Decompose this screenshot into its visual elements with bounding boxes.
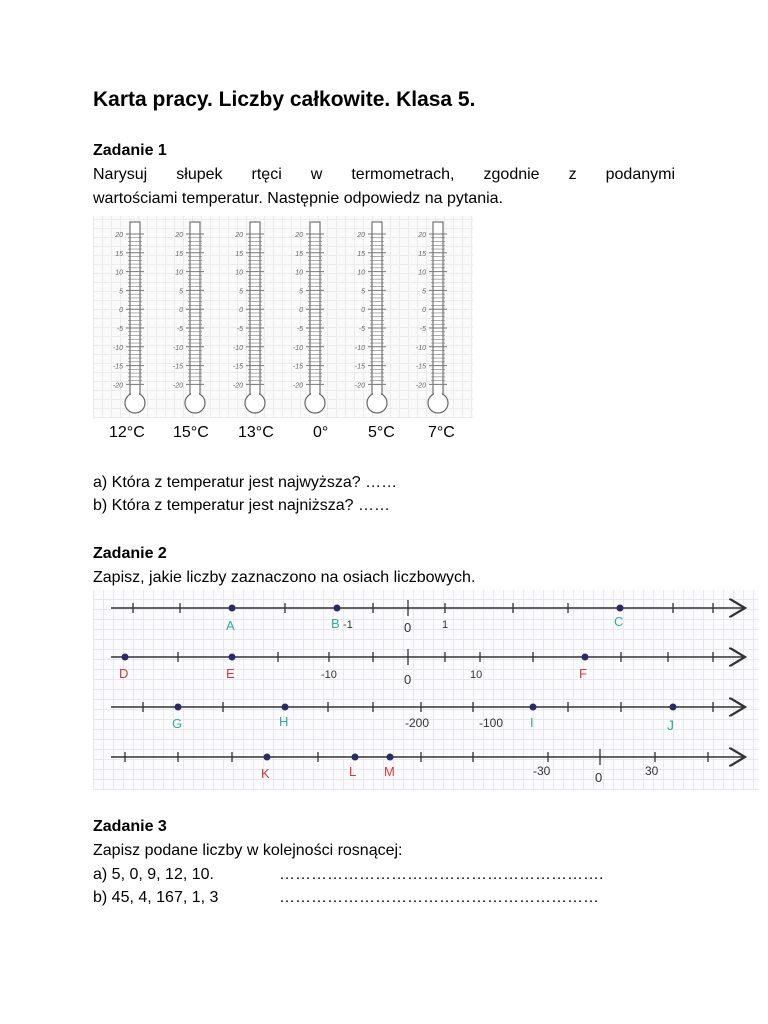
scale-label: -5	[236, 326, 243, 333]
page-title: Karta pracy. Liczby całkowite. Klasa 5.	[93, 88, 476, 111]
num-0-line4: 0	[595, 770, 603, 785]
scale-label: -10	[354, 344, 365, 352]
task2-heading: Zadanie 2	[93, 545, 167, 562]
point-f	[582, 654, 589, 661]
thermometers-drawing	[93, 216, 473, 418]
label-f: F	[579, 666, 587, 681]
thermometer-6	[416, 222, 448, 413]
temp-label-2: 15°C	[173, 424, 209, 441]
task1-line1: Narysuj słupek rtęci w termometrach, zgodnie z podanymi	[93, 166, 675, 183]
scale-label: -20	[232, 382, 243, 390]
scale-label: 15	[175, 250, 183, 258]
scale-label: -15	[354, 363, 365, 371]
scale-label: 0	[119, 307, 123, 315]
number-lines-image	[93, 590, 758, 790]
label-l: L	[349, 764, 357, 779]
thermometer-1	[113, 222, 145, 413]
scale-label: -15	[415, 363, 426, 371]
point-j	[670, 704, 677, 711]
scale-label: -20	[292, 382, 303, 390]
task3-a-answer-line[interactable]: …………………………………………………….	[279, 866, 604, 883]
point-g	[175, 704, 182, 711]
number-line-1	[111, 600, 745, 635]
point-a	[229, 605, 236, 612]
task3-a-label: a) 5, 0, 9, 12, 10.	[93, 866, 214, 883]
scale-label: 0	[361, 307, 365, 315]
scale-label: 20	[295, 232, 303, 239]
num-0-line2: 0	[404, 672, 412, 687]
scale-label: -10	[292, 344, 303, 352]
num-minus-200: -200	[405, 716, 430, 730]
scale-label: -20	[415, 382, 426, 390]
scale-label: -10	[172, 344, 183, 352]
number-line-2	[111, 649, 745, 687]
num-30: 30	[645, 764, 659, 778]
label-c: C	[614, 614, 624, 629]
scale-label: -5	[176, 326, 183, 333]
scale-label: 15	[418, 250, 426, 258]
scale-label: 20	[235, 232, 243, 239]
label-a: A	[226, 618, 235, 633]
label-j: J	[667, 717, 674, 733]
scale-label: 5	[299, 288, 303, 296]
question-b: b) Która z temperatur jest najniższa? ……	[93, 497, 391, 514]
label-d: D	[119, 666, 129, 681]
scale-label: 10	[418, 269, 426, 277]
temp-label-1: 12°C	[109, 424, 145, 441]
scale-label: 10	[175, 269, 183, 277]
label-e: E	[226, 666, 235, 681]
number-lines-drawing	[93, 590, 758, 790]
label-k: K	[261, 766, 270, 781]
temp-label-4: 0°	[313, 424, 329, 441]
point-l	[352, 754, 359, 761]
label-i: I	[530, 715, 534, 730]
point-i	[530, 704, 537, 711]
thermometer-3	[233, 222, 265, 413]
task3-b-label: b) 45, 4, 167, 1, 3	[93, 889, 219, 906]
scale-label: 10	[235, 269, 243, 277]
scale-label: 0	[299, 307, 303, 315]
temp-label-5: 5°C	[368, 424, 395, 441]
point-c	[617, 605, 624, 612]
scale-label: 5	[239, 288, 243, 296]
scale-label: 15	[357, 250, 365, 258]
scale-label: -5	[419, 326, 426, 333]
scale-label: -15	[112, 363, 123, 371]
scale-label: 5	[119, 288, 123, 296]
thermometer-5	[355, 222, 387, 413]
scale-label: 10	[115, 269, 123, 277]
label-h: H	[279, 714, 289, 729]
scale-label: 0	[179, 307, 183, 315]
point-b	[334, 605, 341, 612]
scale-label: -20	[172, 382, 183, 390]
scale-label: -10	[415, 344, 426, 352]
task3-b-answer-line[interactable]: ……………………………………………………	[279, 889, 599, 906]
point-h	[282, 704, 289, 711]
point-d	[122, 654, 129, 661]
scale-label: 20	[175, 232, 183, 239]
scale-label: 15	[115, 250, 123, 258]
scale-label: 20	[357, 232, 365, 239]
point-m	[387, 754, 394, 761]
scale-label: -15	[172, 363, 183, 371]
thermometer-2	[173, 222, 205, 413]
task1-heading: Zadanie 1	[93, 142, 167, 159]
question-a: a) Która z temperatur jest najwyższa? ……	[93, 474, 398, 491]
scale-label: 0	[239, 307, 243, 315]
task3-text: Zapisz podane liczby w kolejności rosnącej:	[93, 842, 403, 859]
task3-heading: Zadanie 3	[93, 818, 167, 835]
scale-label: 5	[361, 288, 365, 296]
scale-label: 0	[422, 307, 426, 315]
thermometers-image	[93, 216, 473, 418]
scale-label: -20	[354, 382, 365, 390]
num-minus-1: -1	[343, 619, 353, 631]
scale-label: -20	[112, 382, 123, 390]
num-0-line1: 0	[404, 620, 412, 635]
number-line-4	[111, 749, 745, 785]
scale-label: 5	[179, 288, 183, 296]
scale-label: -10	[112, 344, 123, 352]
scale-label: 5	[422, 288, 426, 296]
num-minus-30: -30	[533, 764, 551, 778]
scale-label: -15	[232, 363, 243, 371]
temp-label-3: 13°C	[238, 424, 274, 441]
num-minus-100: -100	[479, 716, 504, 730]
scale-label: 15	[235, 250, 243, 258]
label-b: B	[331, 616, 340, 631]
scale-label: -5	[296, 326, 303, 333]
label-m: M	[384, 764, 395, 779]
thermometer-4	[293, 222, 325, 413]
num-minus-10: -10	[321, 669, 337, 681]
point-e	[229, 654, 236, 661]
scale-label: -10	[232, 344, 243, 352]
num-10: 10	[470, 669, 483, 681]
scale-label: 10	[295, 269, 303, 277]
task1-line2: wartościami temperatur. Następnie odpowiedz na pytania.	[93, 190, 503, 207]
scale-label: -5	[358, 326, 365, 333]
num-1: 1	[442, 619, 449, 631]
number-line-3	[111, 702, 745, 733]
point-k	[264, 754, 271, 761]
task2-text: Zapisz, jakie liczby zaznaczono na osiach liczbowych.	[93, 569, 476, 586]
scale-label: -15	[292, 363, 303, 371]
scale-label: -5	[116, 326, 123, 333]
scale-label: 20	[418, 232, 426, 239]
scale-label: 15	[295, 250, 303, 258]
label-g: G	[172, 716, 183, 731]
scale-label: 20	[115, 232, 123, 239]
scale-label: 10	[357, 269, 365, 277]
temp-label-6: 7°C	[428, 424, 455, 441]
